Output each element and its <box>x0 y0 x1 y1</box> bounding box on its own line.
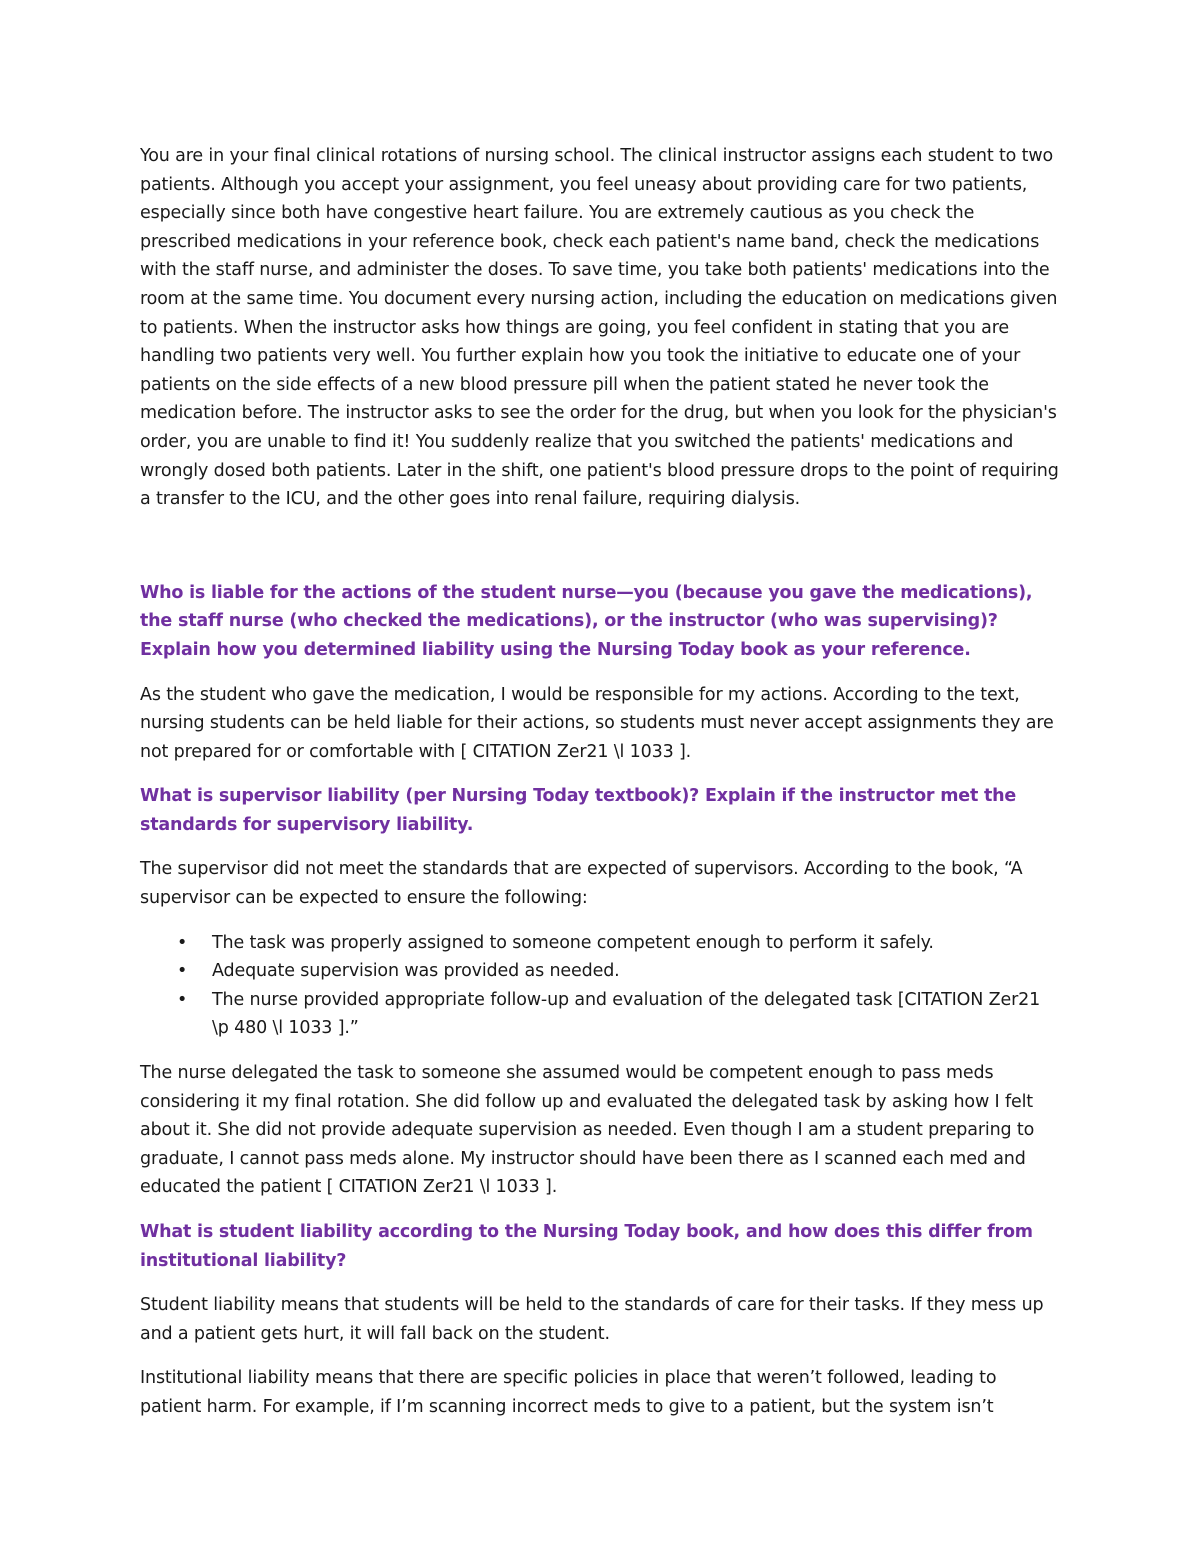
bullet-icon: • <box>177 932 188 953</box>
list-item-text: Adequate supervision was provided as needed. <box>212 961 620 982</box>
list-item-text: The nurse provided appropriate follow-up and evaluation of the delegated task [CITATION Zer21 \p 480 \l 1033 ].” <box>212 989 1041 1039</box>
bullet-icon: • <box>177 989 188 1010</box>
answer-supervisor-intro: The supervisor did not meet the standards that are expected of supervisors. According to the book, “A supervisor can be expected to ensure the following: <box>140 859 1023 909</box>
list-item-text: The task was properly assigned to someone competent enough to perform it safely. <box>212 932 934 953</box>
list-item <box>140 929 1060 958</box>
answer-institutional-liability-definition: Institutional liability means that there are specific policies in place that weren’t followed, leading to patient harm. For example, if I’m scanning incorrect meds to give to a patient, but the system isn’t <box>140 1368 997 1417</box>
question-student-liability: Who is liable for the actions of the student nurse—you (because you gave the medications), the staff nurse (who checked the medications), or the instructor (who was supervising)? Explain how you determined liability using the Nursing Today book as your reference. <box>140 582 1033 660</box>
answer-supervisor-body: The nurse delegated the task to someone she assumed would be competent enough to pass meds considering it my final rotation. She did follow up and evaluated the delegated task by asking how I felt about it. She did not provide adequate supervision as needed. Even though I am a student preparing to graduate, I cannot pass meds alone. My instructor should have been there as I scanned each med and educated the patient [ CITATION Zer21 \l 1033 ]. <box>140 1063 1035 1198</box>
answer-student-liability: As the student who gave the medication, I would be responsible for my actions. According to the text, nursing students can be held liable for their actions, so students must never accept assignments they are not prepared for or comfortable with [ CITATION Zer21 \l 1033 ]. <box>140 684 1054 762</box>
question-institutional-liability: What is student liability according to the Nursing Today book, and how does this differ from institutional liability? <box>140 1222 1033 1271</box>
scenario-paragraph: You are in your final clinical rotations of nursing school. The clinical instructor assigns each student to two patients. Although you accept your assignment, you feel uneasy about providing care for two patients, especially since both have congestive heart failure. You are extremely cautious as you check the prescribed medications in your reference book, check each patient's name band, check the medications with the staff nurse, and administer the doses. To save time, you take both patients' medications into the room at the same time. You document every nursing action, including the education on medications given to patients. When the instructor asks how things are going, you feel confident in stating that you are handling two patients very well. You further explain how you took the initiative to educate one of your patients on the side effects of a new blood pressure pill when the patient stated he never took the medication before. The instructor asks to see the order for the drug, but when you look for the physician's order, you are unable to find it! You suddenly realize that you switched the patients' medications and wrongly dosed both patients. Later in the shift, one patient's blood pressure drops to the point of requiring a transfer to the ICU, and the other goes into renal failure, requiring dialysis. <box>140 146 1059 510</box>
list-item <box>140 986 1060 1043</box>
answer-student-liability-definition: Student liability means that students will be held to the standards of care for their tasks. If they mess up and a patient gets hurt, it will fall back on the student. <box>140 1295 1044 1344</box>
bullet-icon: • <box>177 961 188 982</box>
list-item <box>140 957 1060 986</box>
question-supervisor-liability: What is supervisor liability (per Nursing Today textbook)? Explain if the instructor met the standards for supervisory liability. <box>140 786 1017 835</box>
supervisor-standards-list <box>140 929 1060 1043</box>
